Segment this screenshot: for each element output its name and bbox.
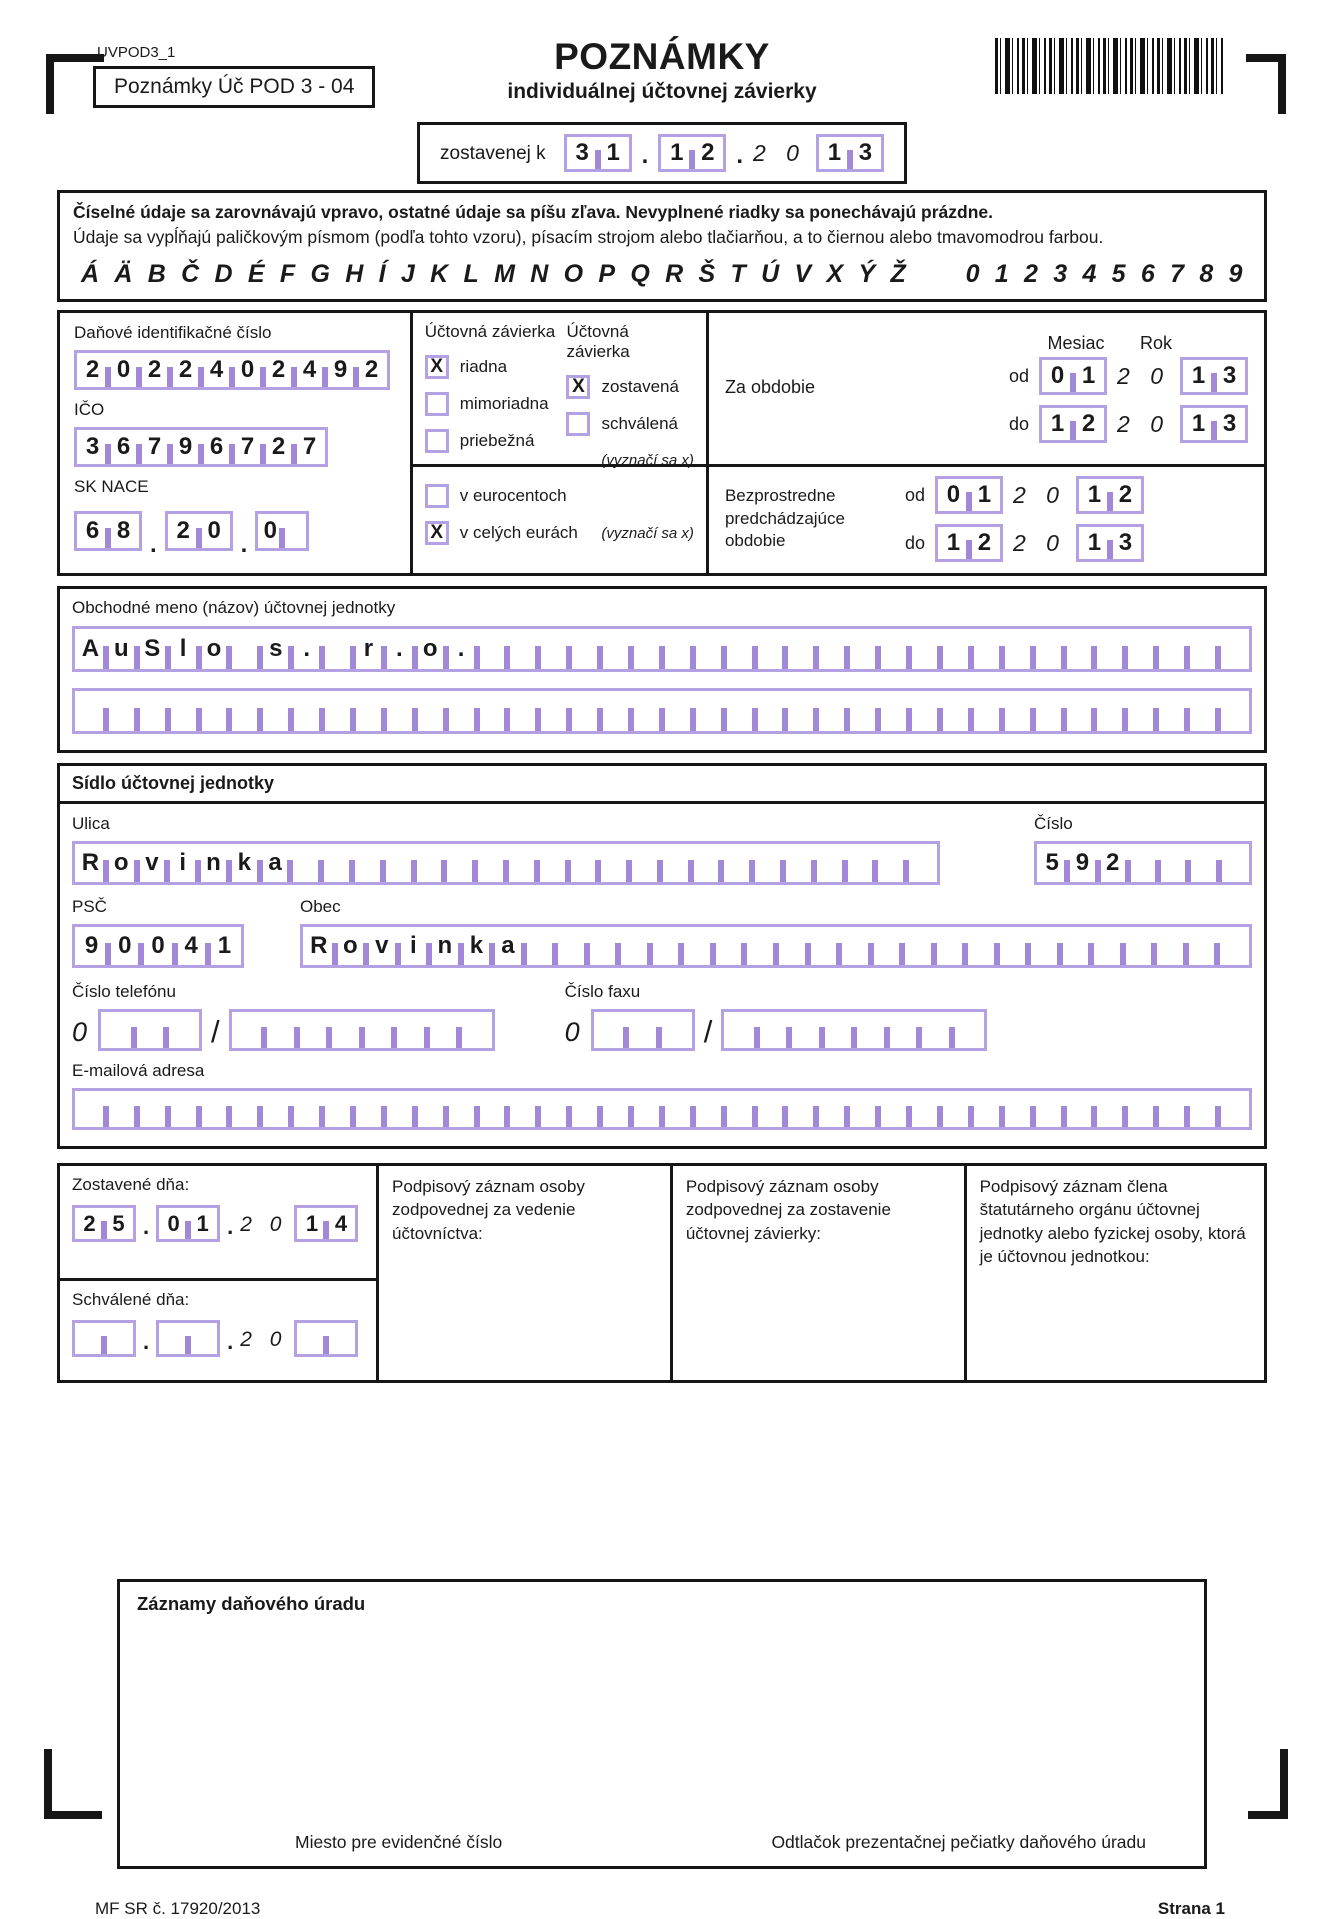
dot-separator: . [641,142,649,169]
phone-label: Číslo telefónu [72,982,176,1001]
previous-period-od-month-field[interactable]: 0 1 [935,476,1003,514]
checkbox-row [425,429,563,453]
closing-date-day-field[interactable]: 3 1 [564,134,632,172]
dot-separator: . [227,1214,234,1239]
period-od-year-field[interactable]: 1 3 [1180,357,1248,395]
ico-label: IČO [74,400,105,419]
century-prefix: 2 0 [1012,482,1066,508]
stamp-label: Odtlačok prezentačnej pečiatky daňového úradu [771,1832,1146,1852]
mesiac-label: Mesiac [1047,332,1105,353]
sk-nace-field-1[interactable]: 6 8 [74,511,142,551]
dot-separator: . [227,1328,234,1354]
address-section-body [60,804,1264,1146]
tax-office-box [117,1579,1207,1869]
zavierka-column-2 [566,322,694,469]
approved-on-year-field[interactable] [294,1320,358,1357]
period-do-row [1009,405,1248,443]
checkbox-riadna-label: riadna [459,357,508,376]
previous-period-do-month-field[interactable]: 1 2 [935,524,1003,562]
zavierka-type-block [413,313,706,467]
checkbox-eurocents-label: v eurocentoch [459,486,567,505]
checkbox-row [425,392,563,416]
zip-label: PSČ [72,897,107,916]
approved-on-block [60,1281,376,1380]
email-field[interactable] [72,1088,1252,1130]
page-subtitle: individuálnej účtovnej závierky [507,80,817,103]
street-field[interactable]: R o v i n k a [72,841,940,885]
email-group [72,1061,1252,1130]
business-name-section [57,586,1267,753]
checkbox-mimoriadna-label: mimoriadna [459,394,549,413]
sk-nace-field-3[interactable]: 0 [255,511,309,551]
compiled-on-date-row [72,1205,364,1242]
checkbox-mimoriadna[interactable] [425,392,449,416]
checkbox-schvalena[interactable] [566,412,590,436]
zavierka-header-2: Účtovná závierka [566,322,630,361]
sample-characters: Á Ä B Č D É F G H Í J K L M N O P Q R Š T Ú V X Ý Ž 0 1 2 3 4 5 6 7 8 9 [81,260,1243,288]
dot-separator: . [240,531,248,558]
street-number-field[interactable]: 5 9 2 [1034,841,1252,885]
street-label: Ulica [72,814,110,833]
compiled-on-label: Zostavené dňa: [72,1175,190,1194]
phone-area-field[interactable] [98,1009,202,1051]
checkbox-zostavena[interactable]: X [566,375,590,399]
sk-nace-label: SK NACE [74,477,149,496]
checkbox-priebezna-label: priebežná [459,431,535,450]
form-id: UVPOD3_1 [97,44,176,61]
business-name-label: Obchodné meno (názov) účtovnej jednotky [72,598,396,617]
closing-date-row [564,134,884,172]
do-label: do [904,533,925,553]
rok-label: Rok [1139,332,1172,353]
od-label: od [1008,365,1030,386]
checkbox-whole-euros-label: v celých eurách [459,523,578,542]
fax-area-field[interactable] [591,1009,695,1051]
previous-period-do-year-field[interactable]: 1 3 [1076,524,1144,562]
previous-period-do-row [905,524,1144,562]
form-header [57,36,1267,186]
mark-note: (vyznačí sa x) [601,452,694,469]
zip-group [72,887,244,968]
dic-field[interactable]: 2 0 2 2 4 0 2 4 9 2 [74,350,390,390]
instructions-box [57,190,1267,302]
century-prefix: 2 0 [1117,362,1170,389]
checkbox-riadna[interactable]: X [425,355,449,379]
previous-period-block [709,467,1264,573]
mark-note: (vyznačí sa x) [601,524,694,542]
previous-period-fields [905,475,1144,563]
zavierka-column-1 [425,322,563,464]
previous-period-od-row [905,476,1144,514]
checkbox-row [425,484,694,508]
page-footer [57,1899,1267,1919]
form-code-box: Poznámky Úč POD 3 - 04 [93,66,375,108]
phone-zero-prefix: 0 [72,1017,88,1047]
approved-on-day-field[interactable] [72,1320,136,1357]
checkbox-schvalena-label: schválená [601,414,679,433]
form-content [57,36,1267,1919]
dot-separator: . [150,531,157,558]
sk-nace-row [74,504,396,561]
address-section-title: Sídlo účtovnej jednotky [60,766,1264,804]
zip-field[interactable]: 9 0 0 4 1 [72,924,244,968]
period-do-month-field[interactable]: 1 2 [1039,405,1107,443]
checkbox-row [566,375,693,399]
dot-separator: . [736,142,743,169]
email-label: E-mailová adresa [72,1061,205,1080]
period-label: Za obdobie [724,377,816,397]
city-label: Obec [300,897,341,916]
phone-group [72,972,495,1051]
signature-dates-column [60,1166,379,1380]
street-number-group [1034,812,1252,885]
century-prefix: 2 0 [1117,410,1170,437]
page-title: POZNÁMKY [554,36,770,77]
phone-number-field[interactable] [229,1009,495,1051]
dic-label: Daňové identifikačné číslo [74,323,272,342]
month-year-header [1032,333,1248,354]
ico-field[interactable]: 3 6 7 9 6 7 2 7 [74,427,328,467]
dot-separator: . [143,1214,150,1239]
closing-date-year-field[interactable]: 1 3 [816,134,884,172]
form-reference: MF SR č. 17920/2013 [95,1899,261,1918]
period-od-row [1009,357,1248,395]
checkbox-row [425,521,694,545]
checkbox-row [425,355,563,379]
previous-period-od-year-field[interactable]: 1 2 [1076,476,1144,514]
instruction-line-2: Údaje sa vypĺňajú paličkovým písmom (podľa tohto vzoru), písacím strojom alebo tlačiarňou, a to čiernou alebo tmavomodrou farbou. [73,227,1104,247]
approved-on-month-field[interactable] [156,1320,220,1357]
business-name-field-line2[interactable] [72,688,1252,734]
signature-field-bookkeeping[interactable]: Podpisový záznam osoby zodpovednej za vedenie účtovníctva: [379,1166,673,1380]
fax-number-field[interactable] [721,1009,987,1051]
currency-block [413,467,706,573]
identification-middle-column [413,313,709,573]
period-do-year-field[interactable]: 1 3 [1180,405,1248,443]
previous-period-label: Bezprostredne predchádzajúce obdobie [724,485,845,551]
closing-date-month-field[interactable]: 1 2 [658,134,726,172]
period-block [709,313,1264,467]
checkbox-zostavena-label: zostavená [601,377,679,396]
period-fields [1009,321,1248,454]
closing-date-box [417,122,907,184]
business-name-field-line1[interactable]: A u S l o s . r . o . [72,626,1252,672]
slash-separator: / [703,1014,713,1049]
barcode [995,38,1223,94]
signature-section [57,1163,1267,1383]
slash-separator: / [211,1014,220,1049]
street-number-label: Číslo [1034,814,1073,833]
approved-on-date-row [72,1320,364,1357]
identification-section [57,310,1267,576]
checkbox-priebezna[interactable] [425,429,449,453]
address-section [57,763,1267,1149]
approved-on-label: Schválené dňa: [72,1289,190,1309]
zavierka-header-1: Účtovná závierka [424,322,556,341]
century-prefix: 2 0 [1012,530,1066,556]
city-group [300,887,1252,968]
closing-date-label: zostavenej k [440,143,546,164]
identification-right-column [709,313,1264,573]
tax-office-footer-labels [120,1832,1204,1853]
page-number: Strana 1 [1157,1899,1225,1918]
signature-field-preparation[interactable]: Podpisový záznam osoby zodpovednej za zostavenie účtovnej závierky: [673,1166,967,1380]
street-group [72,812,940,885]
evidence-number-label: Miesto pre evidenčné číslo [295,1832,503,1852]
od-label: od [904,485,925,505]
century-prefix: 2 0 [240,1327,288,1351]
compiled-on-block [60,1166,376,1281]
compiled-on-year-field[interactable]: 1 4 [294,1205,358,1242]
identification-left-column [60,313,413,573]
dot-separator: . [143,1328,150,1354]
city-field[interactable]: R o v i n k a [300,924,1252,968]
fax-zero-prefix: 0 [564,1017,580,1047]
signature-field-statutory[interactable]: Podpisový záznam člena štatutárneho orgánu účtovnej jednotky alebo fyzickej osoby, ktorá je účtovnou jednotkou: [979,1177,1246,1267]
do-label: do [1008,413,1030,434]
century-prefix: 2 0 [240,1213,288,1236]
checkbox-eurocents[interactable] [425,484,449,508]
fax-label: Číslo faxu [564,982,641,1001]
fax-group [565,972,988,1051]
compiled-on-day-field[interactable]: 2 5 [72,1205,136,1242]
compiled-on-month-field[interactable]: 0 1 [156,1205,220,1242]
sk-nace-field-2[interactable]: 2 0 [165,511,233,551]
checkbox-whole-euros[interactable]: X [425,521,449,545]
checkbox-row [566,412,693,436]
instruction-line-1: Číselné údaje sa zarovnávajú vpravo, ostatné údaje sa píšu zľava. Nevyplnené riadky sa ponechávajú prázdne. [73,202,994,222]
period-od-month-field[interactable]: 0 1 [1039,357,1107,395]
tax-office-title: Záznamy daňového úradu [137,1593,366,1614]
century-prefix: 2 0 [752,140,806,166]
